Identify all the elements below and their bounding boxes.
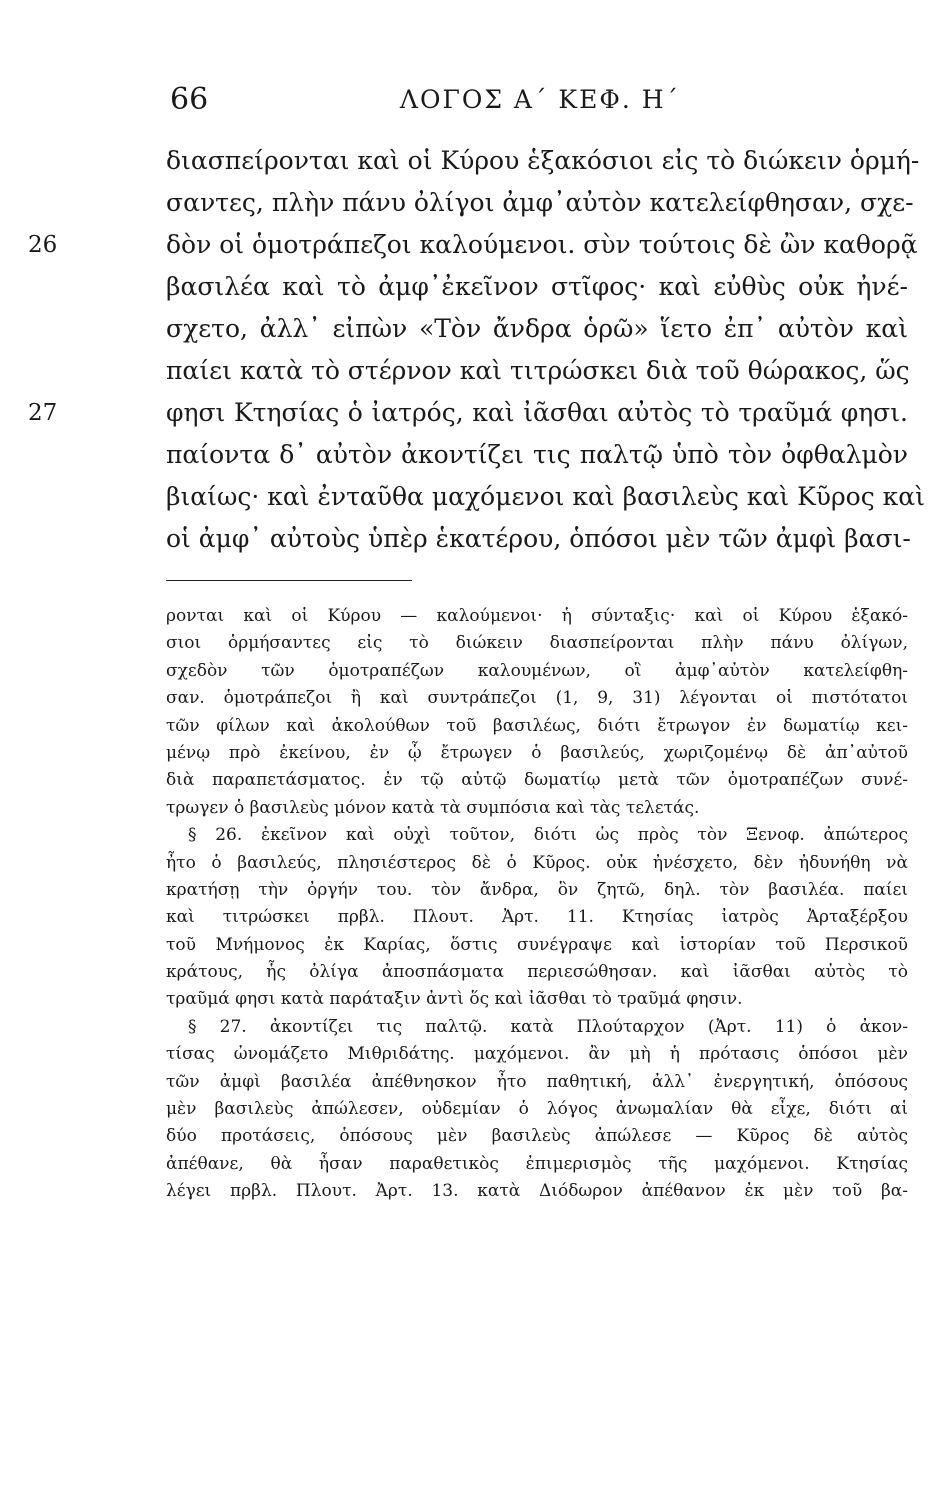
note-line: διὰ παραπετάσματος. ἐν τῷ αὐτῷ δωματίῳ μετὰ τῶν ὁμοτραπέζων συνέ- [166,770,908,791]
note-line: κράτους, ἧς ὀλίγα ἀποσπάσματα περιεσώθησαν. καὶ ἰᾶσθαι αὐτὸς τὸ [166,962,908,983]
note-line: τρωγεν ὁ βασιλεὺς μόνον κατὰ τὰ συμπόσια καὶ τὰς τελετάς. [166,797,700,818]
page-number: 66 [170,82,209,117]
text-line [166,182,914,224]
text-line-content: βιαίως· καὶ ἐνταῦθα μαχόμενοι καὶ βασιλεὺς καὶ Κῦρος καὶ [166,482,925,511]
margin-number: 26 [28,232,58,258]
note-line: ἦτο ὁ βασιλεύς, πλησιέστερος δὲ ὁ Κῦρος. οὐκ ἠνέσχετο, δὲν ἠδυνήθη νὰ [166,852,908,873]
footnote-separator [166,580,412,581]
note-line: § 27. ἀκοντίζει τις παλτῷ. κατὰ Πλούταρχον (Ἀρτ. 11) ὁ ἀκον- [188,1016,908,1037]
note-line: σιοι ὁρμήσαντες εἰς τὸ διώκειν διασπείρονται πλὴν πάνυ ὀλίγων, [166,633,908,654]
text-line-content: σχετο, ἀλλ᾽ εἰπὼν «Τὸν ἄνδρα ὁρῶ» ἵετο ἐπ᾽ αὐτὸν καὶ [166,314,908,343]
text-line [28,224,918,266]
text-line-content: δὸν οἱ ὁμοτράπεζοι καλούμενοι. σὺν τούτοις δὲ ὢν καθορᾷ [166,230,918,259]
note-line: τίσας ὠνομάζετο Μιθριδάτης. μαχόμενοι. ἂν μὴ ἡ πρότασις ὁπόσοι μὲν [166,1044,908,1065]
note-line: ἀπέθανε, θὰ ἦσαν παραθετικὸς ἐπιμερισμὸς τῆς μαχόμενοι. Κτησίας [166,1153,908,1174]
running-title: ΛΟΓΟΣ Α΄ ΚΕΦ. Η΄ [399,85,681,114]
text-line [28,392,908,434]
note-line: σαν. ὁμοτράπεζοι ἢ καὶ συντράπεζοι (1, 9, 31) λέγονται οἱ πιστότατοι [166,688,908,709]
margin-number: 27 [28,400,58,426]
commentary-notes [166,603,908,1206]
note-line: δύο προτάσεις, ὁπόσους μὲν βασιλεὺς ἀπώλεσε — Κῦρος δὲ αὐτὸς [166,1126,908,1147]
text-line-content: παίοντα δ᾽ αὐτὸν ἀκοντίζει τις παλτῷ ὑπὸ τὸν ὀφθαλμὸν [166,440,908,469]
text-line [166,518,911,560]
text-line-content: παίει κατὰ τὸ στέρνον καὶ τιτρώσκει διὰ τοῦ θώρακος, ὥς [166,356,910,385]
text-line [166,266,908,308]
note-line: κρατήσῃ τὴν ὀργήν του. τὸν ἄνδρα, ὃν ζητῶ, δηλ. τὸν βασιλέα. παίει [166,879,908,900]
text-line-content: βασιλέα καὶ τὸ ἀμφ᾽ἐκεῖνον στῖφος· καὶ εὐθὺς οὐκ ἠνέ- [166,272,908,301]
note-line: τραῦμά φησι κατὰ παράταξιν ἀντὶ ὅς καὶ ἰᾶσθαι τὸ τραῦμά φησιν. [166,989,743,1010]
note-line: μὲν βασιλεὺς ἀπώλεσεν, οὐδεμίαν ὁ λόγος ἀνωμαλίαν θὰ εἶχε, διότι αἱ [166,1099,908,1120]
text-line [166,140,920,182]
text-line [166,350,908,392]
text-line-content: φησι Κτησίας ὁ ἰατρός, καὶ ἰᾶσθαι αὐτὸς τὸ τραῦμά φησι. [166,398,908,427]
text-line-content: οἱ ἀμφ᾽ αὐτοὺς ὑπὲρ ἑκατέρου, ὁπόσοι μὲν τῶν ἀμφὶ βασι- [166,524,911,553]
text-line-content: σαντες, πλὴν πάνυ ὀλίγοι ἀμφ᾽αὐτὸν κατελείφθησαν, σχε- [166,188,914,217]
main-text [28,140,925,560]
note-line: μένῳ πρὸ ἐκείνου, ἐν ᾧ ἔτρωγεν ὁ βασιλεύς, χωριζομένῳ δὲ ἀπ᾽αὐτοῦ [166,742,908,763]
text-line [166,308,908,350]
note-line: § 26. ἐκεῖνον καὶ οὐχὶ τοῦτον, διότι ὡς πρὸς τὸν Ξενοφ. ἀπώτερος [188,825,908,846]
note-line: ρονται καὶ οἱ Κύρου — καλούμενοι· ἡ σύνταξις· καὶ οἱ Κύρου ἑξακό- [166,606,908,626]
note-line: σχεδὸν τῶν ὁμοτραπέζων καλουμένων, οἳ ἀμφ᾽αὐτὸν κατελείφθη- [166,660,908,681]
text-line-content: διασπείρονται καὶ οἱ Κύρου ἑξακόσιοι εἰς τὸ διώκειν ὁρμή- [166,146,920,175]
note-line: τῶν ἀμφὶ βασιλέα ἀπέθνησκον ἦτο παθητική, ἀλλ᾽ ἐνεργητική, ὁπόσους [166,1071,908,1092]
note-line: τῶν φίλων καὶ ἀκολούθων τοῦ βασιλέως, διότι ἔτρωγον ἐν δωματίῳ κει- [166,715,908,736]
text-line [166,434,908,476]
text-line [166,476,925,518]
note-line: καὶ τιτρώσκει πρβλ. Πλουτ. Ἀρτ. 11. Κτησίας ἰατρὸς Ἀρταξέρξου [166,907,908,928]
page-header [170,80,910,120]
note-line: τοῦ Μνήμονος ἐκ Καρίας, ὅστις συνέγραψε καὶ ἱστορίαν τοῦ Περσικοῦ [166,934,908,955]
note-line: λέγει πρβλ. Πλουτ. Ἀρτ. 13. κατὰ Διόδωρον ἀπέθανον ἐκ μὲν τοῦ βα- [166,1181,908,1202]
